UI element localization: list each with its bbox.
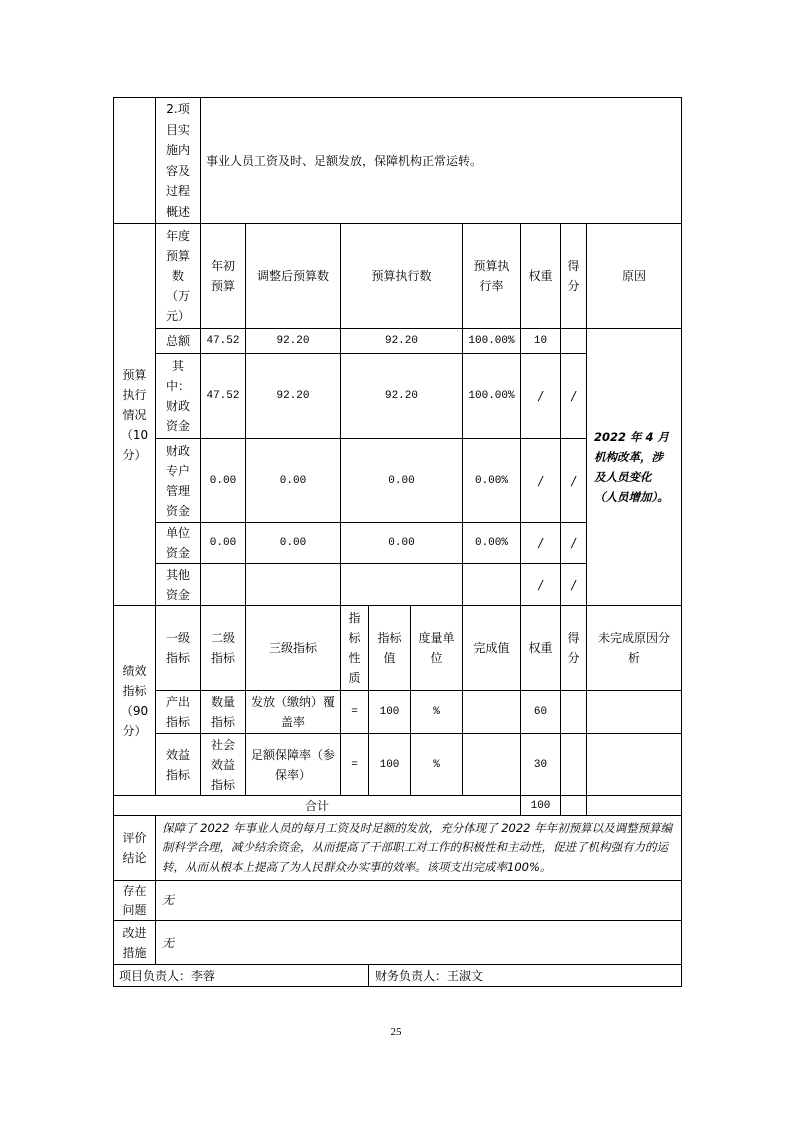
budget-rate-cell: 0.00% bbox=[462, 438, 521, 523]
header-unit: 度量单位 bbox=[410, 605, 463, 691]
performance-evaluation-table bbox=[113, 97, 682, 987]
indicator-level1-cell: 产出指标 bbox=[155, 690, 201, 734]
budget-executed-cell: 0.00 bbox=[340, 438, 463, 523]
budget-adjusted-cell bbox=[245, 563, 341, 606]
indicator-weight-cell: 60 bbox=[520, 690, 561, 734]
budget-adjusted-cell: 0.00 bbox=[245, 522, 341, 564]
overview-left-blank-cell bbox=[113, 97, 156, 224]
budget-weight-cell: / bbox=[520, 353, 561, 439]
header-indicator-value: 指标值 bbox=[368, 605, 411, 691]
budget-executed-cell: 92.20 bbox=[340, 328, 463, 354]
project-overview-label: 2.项目实施内容及过程概述 bbox=[155, 97, 201, 224]
indicator-score-cell bbox=[560, 690, 587, 734]
indicator-level1-cell: 效益指标 bbox=[155, 733, 201, 796]
header-performance-weight: 权重 bbox=[520, 605, 561, 691]
budget-score-cell: / bbox=[560, 438, 587, 523]
budget-row-label: 其中：财政资金 bbox=[155, 353, 201, 439]
budget-adjusted-cell: 92.20 bbox=[245, 353, 341, 439]
total-label: 合计 bbox=[113, 795, 521, 816]
budget-row-label: 单位资金 bbox=[155, 522, 201, 564]
problems-text: 无 bbox=[155, 880, 682, 921]
conclusion-label: 评价结论 bbox=[113, 815, 156, 881]
indicator-level2-cell: 社会效益指标 bbox=[200, 733, 246, 796]
budget-section-label: 预算执行情况（10分） bbox=[113, 223, 156, 606]
finance-lead-signature: 财务负责人：王淑文 bbox=[368, 964, 682, 987]
header-level3-indicator: 三级指标 bbox=[245, 605, 341, 691]
budget-weight-cell: / bbox=[520, 438, 561, 523]
budget-weight-cell: 10 bbox=[520, 328, 561, 354]
total-reason-cell bbox=[586, 795, 682, 816]
page-number: 25 bbox=[390, 1026, 402, 1038]
performance-section-label: 绩效指标（90分） bbox=[113, 605, 156, 796]
indicator-score-cell bbox=[560, 733, 587, 796]
header-annual-budget: 年度预算数（万元） bbox=[155, 223, 201, 329]
total-score-cell bbox=[560, 795, 587, 816]
indicator-value-cell: 100 bbox=[368, 690, 411, 734]
budget-score-cell: / bbox=[560, 522, 587, 564]
problems-label: 存在问题 bbox=[113, 880, 156, 921]
header-initial-budget: 年初预算 bbox=[200, 223, 246, 329]
improvements-text: 无 bbox=[155, 920, 682, 965]
indicator-level3-cell: 足额保障率（参保率） bbox=[245, 733, 341, 796]
indicator-value-cell: 100 bbox=[368, 733, 411, 796]
header-incomplete-reason: 未完成原因分析 bbox=[586, 605, 682, 691]
improvements-label: 改进措施 bbox=[113, 920, 156, 965]
indicator-level2-cell: 数量指标 bbox=[200, 690, 246, 734]
budget-score-cell: / bbox=[560, 353, 587, 439]
header-budget-score: 得分 bbox=[560, 223, 587, 329]
indicator-nature-cell: = bbox=[340, 733, 369, 796]
indicator-level3-cell: 发放（缴纳）覆盖率 bbox=[245, 690, 341, 734]
budget-score-cell bbox=[560, 328, 587, 354]
budget-initial-cell: 47.52 bbox=[200, 328, 246, 354]
indicator-reason-cell bbox=[586, 733, 682, 796]
budget-weight-cell: / bbox=[520, 522, 561, 564]
total-weight-cell: 100 bbox=[520, 795, 561, 816]
budget-reason-cell: 2022 年 4 月机构改革，涉及人员变化（人员增加）。 bbox=[586, 328, 682, 606]
conclusion-text: 保障了 2022 年事业人员的每月工资及时足额的发放，充分体现了 2022 年年初预算以及调整预算编制科学合理，减少结余资金，从而提高了干部职工对工作的积极性和主动性，促进了机构强有力的运转，从而从根本上提高了为人民群众办实事的效率。该项支出完成率100%。 bbox=[155, 815, 682, 881]
project-overview-content: 事业人员工资及时、足额发放，保障机构正常运转。 bbox=[200, 97, 682, 224]
budget-adjusted-cell: 0.00 bbox=[245, 438, 341, 523]
header-execution-rate: 预算执行率 bbox=[462, 223, 521, 329]
budget-initial-cell: 0.00 bbox=[200, 522, 246, 564]
header-level1-indicator: 一级指标 bbox=[155, 605, 201, 691]
budget-score-cell: / bbox=[560, 563, 587, 606]
indicator-completed-cell bbox=[462, 690, 521, 734]
budget-executed-cell: 92.20 bbox=[340, 353, 463, 439]
header-performance-score: 得分 bbox=[560, 605, 587, 691]
budget-row-label: 总额 bbox=[155, 328, 201, 354]
indicator-completed-cell bbox=[462, 733, 521, 796]
budget-rate-cell bbox=[462, 563, 521, 606]
budget-weight-cell: / bbox=[520, 563, 561, 606]
indicator-weight-cell: 30 bbox=[520, 733, 561, 796]
indicator-reason-cell bbox=[586, 690, 682, 734]
header-level2-indicator: 二级指标 bbox=[200, 605, 246, 691]
header-completed-value: 完成值 bbox=[462, 605, 521, 691]
budget-executed-cell: 0.00 bbox=[340, 522, 463, 564]
indicator-unit-cell: % bbox=[410, 690, 463, 734]
budget-initial-cell bbox=[200, 563, 246, 606]
budget-row-label: 其他资金 bbox=[155, 563, 201, 606]
budget-executed-cell bbox=[340, 563, 463, 606]
budget-rate-cell: 0.00% bbox=[462, 522, 521, 564]
project-lead-signature: 项目负责人：李蓉 bbox=[113, 964, 369, 987]
budget-rate-cell: 100.00% bbox=[462, 353, 521, 439]
budget-rate-cell: 100.00% bbox=[462, 328, 521, 354]
header-adjusted-budget: 调整后预算数 bbox=[245, 223, 341, 329]
header-executed-budget: 预算执行数 bbox=[340, 223, 463, 329]
header-budget-weight: 权重 bbox=[520, 223, 561, 329]
budget-initial-cell: 0.00 bbox=[200, 438, 246, 523]
budget-initial-cell: 47.52 bbox=[200, 353, 246, 439]
header-reason: 原因 bbox=[586, 223, 682, 329]
indicator-nature-cell: = bbox=[340, 690, 369, 734]
header-indicator-nature: 指标性质 bbox=[340, 605, 369, 691]
indicator-unit-cell: % bbox=[410, 733, 463, 796]
budget-row-label: 财政专户管理资金 bbox=[155, 438, 201, 523]
budget-adjusted-cell: 92.20 bbox=[245, 328, 341, 354]
